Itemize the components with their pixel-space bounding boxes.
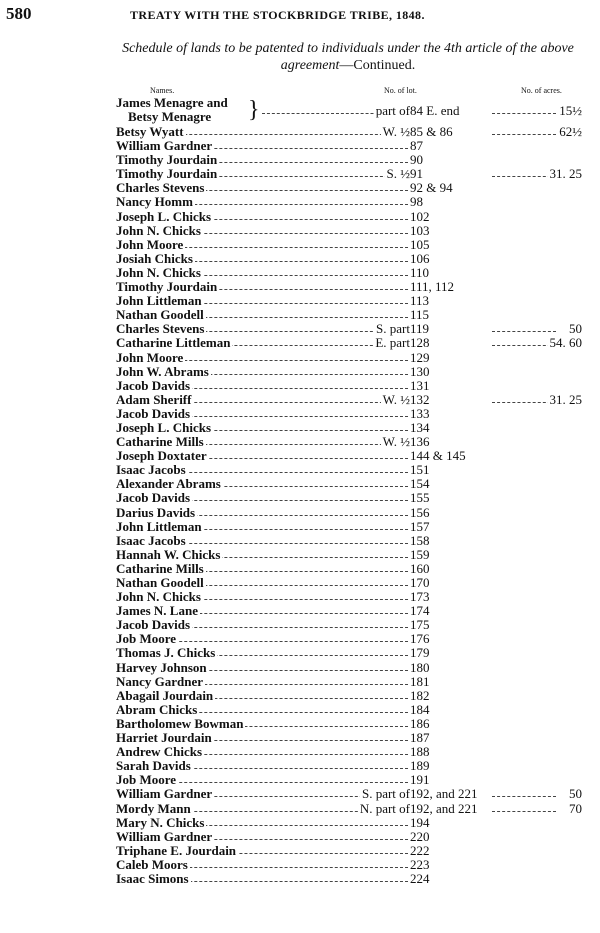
acres-leader <box>492 113 556 114</box>
entry-name-text: Charles Stevens <box>116 321 205 337</box>
column-header-acres: No. of acres. <box>521 86 562 95</box>
lot-number: 180 <box>410 659 430 675</box>
entry-name-text: Caleb Moors <box>116 856 188 872</box>
entry-name-text: Betsy Wyatt <box>116 124 184 139</box>
entry-name <box>114 675 205 689</box>
lot-qualifier: S. ½ <box>386 166 410 182</box>
lot-number: 224 <box>410 870 430 886</box>
table-row <box>112 308 582 322</box>
entry-name-text: John Littleman <box>116 518 202 534</box>
entry-name-text: Nathan Goodell <box>116 307 204 323</box>
acres-leader <box>492 345 556 346</box>
lot-number: 131 <box>410 377 430 393</box>
acres-leader <box>492 811 556 812</box>
entry-name-text: Timothy Jourdain <box>116 279 218 295</box>
entry-name-text: Isaac Jacobs <box>116 532 186 548</box>
table-row <box>112 858 582 872</box>
table-row <box>112 745 582 759</box>
entry-name <box>114 336 232 350</box>
entry-name-text: James N. Lane <box>116 603 198 619</box>
lot-number: 181 <box>410 673 430 689</box>
acres-leader <box>492 402 556 403</box>
entry-name <box>114 266 203 280</box>
entry-name <box>114 773 178 787</box>
lot-number: 84 E. end <box>410 103 460 118</box>
column-header-names: Names. <box>150 86 175 95</box>
acres-leader <box>492 331 556 332</box>
entry-name-text: Catharine Mills <box>116 434 204 450</box>
table-row <box>112 351 582 365</box>
table-row <box>112 632 582 646</box>
entry-name-text: John N. Chicks <box>116 222 201 238</box>
entry-name <box>114 139 214 153</box>
lot-qualifier: part of <box>375 103 410 118</box>
table-row <box>112 139 582 153</box>
entry-name-text: Triphane E. Jourdain <box>116 842 237 858</box>
table-row <box>112 703 582 717</box>
table-row <box>112 562 582 576</box>
entry-name-text: Thomas J. Chicks <box>116 645 216 661</box>
entry-name-text: Isaac Simons <box>116 870 189 886</box>
table-row <box>112 787 582 801</box>
caption-suffix: —Continued. <box>339 58 416 73</box>
entry-name-text: Joseph L. Chicks <box>116 208 211 224</box>
schedule-table <box>112 96 582 886</box>
entry-name-text: James Menagre and <box>116 95 228 110</box>
table-row <box>112 844 582 858</box>
table-row <box>112 294 582 308</box>
entry-name-text: Charles Stevens <box>116 180 205 196</box>
acres-value: 31. 25 <box>549 166 582 182</box>
lot-number: 151 <box>410 462 430 478</box>
entry-name <box>114 210 213 224</box>
lot-number: 106 <box>410 250 430 266</box>
entry-name-text: Catharine Littleman <box>116 335 231 351</box>
entry-name <box>114 590 203 604</box>
entry-name <box>114 604 200 618</box>
table-row <box>112 689 582 703</box>
lot-number: 119 <box>410 321 430 337</box>
lot-number: 92 & 94 <box>410 180 453 196</box>
lot-number: 170 <box>410 575 430 590</box>
lot-number: 174 <box>410 603 430 619</box>
table-row <box>112 379 582 393</box>
entry-name <box>114 872 191 886</box>
lot-qualifier: W. ½ <box>382 124 410 139</box>
entry-name <box>114 759 193 773</box>
entry-name <box>114 195 195 209</box>
lot-number: 173 <box>410 589 430 605</box>
acres-leader <box>492 176 556 177</box>
table-row <box>112 167 582 181</box>
table-row <box>112 802 582 816</box>
entry-name <box>114 96 230 124</box>
table-row <box>112 322 582 336</box>
lot-number: 103 <box>410 222 430 238</box>
table-row <box>112 407 582 421</box>
entry-name <box>114 534 188 548</box>
entry-name-text: Catharine Mills <box>116 560 204 576</box>
entry-name <box>114 153 219 167</box>
lot-qualifier: N. part of <box>359 800 410 816</box>
entry-name-text: Job Moore <box>116 631 177 647</box>
entry-name <box>114 477 223 491</box>
entry-name-text: Hannah W. Chicks <box>116 546 221 562</box>
entry-name <box>114 787 214 801</box>
acres-leader <box>492 134 556 135</box>
table-row <box>112 548 582 562</box>
entry-name <box>114 816 206 830</box>
table-row <box>112 365 582 379</box>
lot-number: 130 <box>410 363 430 379</box>
lot-qualifier: E. part <box>375 335 410 351</box>
entry-name-text: Abagail Jourdain <box>116 687 214 703</box>
lot-number: 128 <box>410 335 430 351</box>
entry-name-text: William Gardner <box>116 138 213 154</box>
acres-value: 62½ <box>559 124 582 139</box>
entry-name <box>114 125 186 139</box>
entry-name <box>114 322 206 336</box>
lot-number: 91 <box>410 166 423 182</box>
acres-value: 70 <box>569 800 582 816</box>
entry-name <box>114 548 222 562</box>
entry-name-text: Josiah Chicks <box>116 250 193 266</box>
table-row <box>112 477 582 491</box>
lot-number: 105 <box>410 236 430 252</box>
lot-number: 136 <box>410 434 430 450</box>
lot-qualifier: S. part <box>376 321 410 337</box>
lot-number: 134 <box>410 419 430 435</box>
lot-number: 98 <box>410 194 423 210</box>
table-row <box>112 731 582 745</box>
entry-name <box>114 802 193 816</box>
table-row <box>112 280 582 294</box>
lot-number: 175 <box>410 617 430 633</box>
lot-number: 111, 112 <box>410 279 455 295</box>
entry-name <box>114 646 217 660</box>
entry-name-text: Jacob Davids <box>116 405 191 421</box>
table-row <box>112 393 582 407</box>
lot-number: 160 <box>410 560 430 576</box>
entry-name-second-line: Betsy Menagre <box>128 109 212 124</box>
lot-number: 155 <box>410 490 430 506</box>
table-row <box>112 195 582 209</box>
table-row <box>112 210 582 224</box>
entry-name-text: Andrew Chicks <box>116 744 203 760</box>
table-row <box>112 224 582 238</box>
caption-text: Schedule of lands to be patented to individuals under the 4th article of the above agreement <box>122 41 574 73</box>
table-row <box>112 435 582 449</box>
entry-name-text: William Gardner <box>116 828 213 844</box>
lot-number: 102 <box>410 208 430 224</box>
entry-name-text: Bartholomew Bowman <box>116 715 244 731</box>
table-row <box>112 816 582 830</box>
schedule-caption <box>112 40 584 74</box>
lot-number: 154 <box>410 476 430 492</box>
lot-number: 184 <box>410 701 430 717</box>
lot-number: 129 <box>410 349 430 365</box>
entry-name <box>114 365 211 379</box>
entry-name-text: Alexander Abrams <box>116 476 221 492</box>
lot-number: 132 <box>410 391 430 407</box>
entry-name <box>114 717 245 731</box>
lot-number: 188 <box>410 744 430 760</box>
entry-name-text: John W. Abrams <box>116 363 209 379</box>
entry-name <box>114 661 209 675</box>
lot-number: 176 <box>410 631 430 647</box>
lot-number: 222 <box>410 842 430 858</box>
entry-name <box>114 351 185 365</box>
entry-name <box>114 449 209 463</box>
table-row <box>112 675 582 689</box>
brace-mark: } <box>248 97 260 123</box>
lot-number: 192, and 221 <box>410 800 478 816</box>
lot-number: 113 <box>410 293 430 309</box>
entry-name-text: Harvey Johnson <box>116 659 207 675</box>
page-number: 580 <box>6 4 32 23</box>
entry-name <box>114 520 204 534</box>
entry-name <box>114 745 204 759</box>
entry-name <box>114 252 195 266</box>
entry-name <box>114 407 192 421</box>
entry-name <box>114 689 215 703</box>
entry-name-text: John Moore <box>116 349 184 365</box>
entry-name-text: Timothy Jourdain <box>116 166 218 182</box>
table-row <box>112 449 582 463</box>
entry-name-text: John Littleman <box>116 293 202 309</box>
lot-number: 187 <box>410 730 430 746</box>
entry-name-text: Jacob Davids <box>116 490 191 506</box>
entry-name <box>114 167 219 181</box>
acres-value: 50 <box>569 786 582 802</box>
entry-name-text: Abram Chicks <box>116 701 198 717</box>
entry-name <box>114 491 192 505</box>
entry-name-text: Isaac Jacobs <box>116 462 186 478</box>
table-row <box>112 491 582 505</box>
entry-name-text: Mordy Mann <box>116 800 191 816</box>
table-row <box>112 153 582 167</box>
entry-name-text: Jacob Davids <box>116 377 191 393</box>
lot-number: 87 <box>410 138 423 154</box>
table-row <box>112 576 582 590</box>
lot-number: 220 <box>410 828 430 844</box>
lot-number: 159 <box>410 546 430 562</box>
table-row <box>112 506 582 520</box>
entry-name <box>114 238 185 252</box>
table-row <box>112 717 582 731</box>
acres-value: 31. 25 <box>549 391 582 407</box>
entry-name <box>114 435 206 449</box>
lot-number: 194 <box>410 814 430 830</box>
entry-name <box>114 379 192 393</box>
entry-name-text: Jacob Davids <box>116 617 191 633</box>
entry-name <box>114 421 213 435</box>
lot-number: 186 <box>410 715 430 731</box>
lot-number: 223 <box>410 856 430 872</box>
table-row <box>112 590 582 604</box>
entry-name <box>114 731 214 745</box>
table-row <box>112 238 582 252</box>
entry-name <box>114 576 206 590</box>
entry-name-text: Harriet Jourdain <box>116 730 212 746</box>
acres-value: 50 <box>569 321 582 337</box>
table-row <box>112 872 582 886</box>
entry-name <box>114 562 206 576</box>
entry-name-text: Joseph L. Chicks <box>116 419 211 435</box>
lot-qualifier: W. ½ <box>382 391 410 407</box>
entry-name <box>114 393 193 407</box>
table-row <box>112 96 582 125</box>
table-row <box>112 252 582 266</box>
lot-number: 133 <box>410 405 430 421</box>
entry-name-text: Darius Davids <box>116 504 196 520</box>
table-row <box>112 181 582 195</box>
entry-name <box>114 618 192 632</box>
table-row <box>112 759 582 773</box>
table-row <box>112 646 582 660</box>
table-row <box>112 661 582 675</box>
entry-name <box>114 830 214 844</box>
lot-number: 192, and 221 <box>410 786 478 802</box>
entry-name <box>114 463 188 477</box>
lot-number: 110 <box>410 264 430 280</box>
entry-name <box>114 294 204 308</box>
acres-value: 54. 60 <box>549 335 582 351</box>
entry-name <box>114 224 203 238</box>
entry-name-text: Sarah Davids <box>116 758 191 774</box>
table-row <box>112 830 582 844</box>
table-row <box>112 125 582 139</box>
entry-name-text: John N. Chicks <box>116 264 201 280</box>
entry-name <box>114 280 219 294</box>
acres-value: 15½ <box>559 103 582 118</box>
entry-name-text: Timothy Jourdain <box>116 152 218 168</box>
entry-name-text: John N. Chicks <box>116 589 201 605</box>
table-row <box>112 463 582 477</box>
table-row <box>112 421 582 435</box>
entry-name <box>114 844 238 858</box>
lot-number: 179 <box>410 645 430 661</box>
lot-number: 158 <box>410 532 430 548</box>
entry-name-text: Joseph Doxtater <box>116 448 207 464</box>
entry-name <box>114 858 190 872</box>
lot-qualifier: S. part of <box>361 786 410 802</box>
entry-name <box>114 703 199 717</box>
lot-qualifier: W. ½ <box>382 434 410 450</box>
entry-name-text: Job Moore <box>116 772 177 788</box>
lot-number: 157 <box>410 518 430 534</box>
table-row <box>112 336 582 350</box>
lot-number: 85 & 86 <box>410 124 453 139</box>
lot-number: 156 <box>410 504 430 520</box>
lot-number: 189 <box>410 758 430 774</box>
entry-name-text: Nathan Goodell <box>116 575 204 590</box>
entry-name <box>114 181 206 195</box>
entry-name-text: John Moore <box>116 236 184 252</box>
lot-number: 115 <box>410 307 430 323</box>
table-row <box>112 266 582 280</box>
acres-leader <box>492 796 556 797</box>
table-row <box>112 618 582 632</box>
entry-name-text: Nancy Gardner <box>116 673 204 689</box>
table-row <box>112 520 582 534</box>
lot-number: 144 & 145 <box>410 448 466 464</box>
table-row <box>112 534 582 548</box>
entry-name-text: William Gardner <box>116 786 213 802</box>
table-row <box>112 773 582 787</box>
lot-number: 182 <box>410 687 430 703</box>
running-head: TREATY WITH THE STOCKBRIDGE TRIBE, 1848. <box>130 8 425 22</box>
entry-name <box>114 308 206 322</box>
lot-number: 191 <box>410 772 430 788</box>
entry-name <box>114 506 197 520</box>
lot-number: 90 <box>410 152 423 168</box>
entry-name-text: Nancy Homm <box>116 194 193 210</box>
column-header-lot: No. of lot. <box>384 86 417 95</box>
entry-name <box>114 632 178 646</box>
table-row <box>112 604 582 618</box>
entry-name-text: Adam Sheriff <box>116 391 192 407</box>
entry-name-text: Mary N. Chicks <box>116 814 205 830</box>
